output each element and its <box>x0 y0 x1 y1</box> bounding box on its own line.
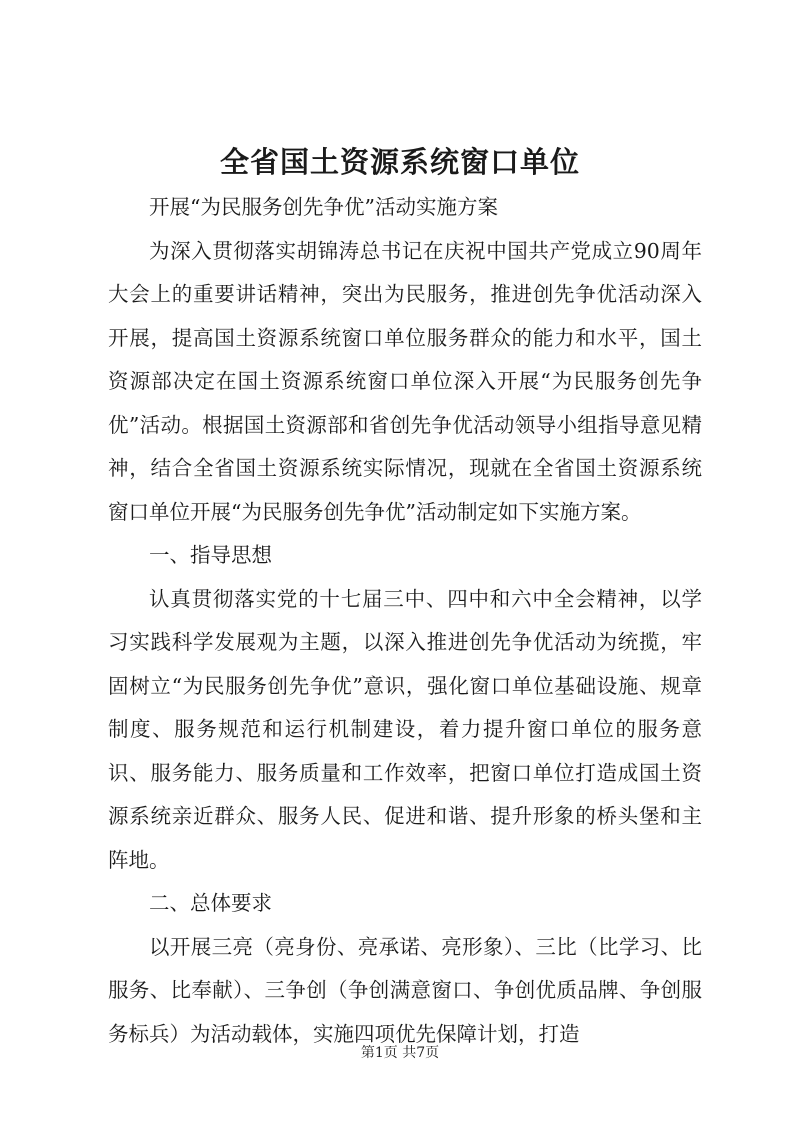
section-paragraph-general-requirements: 以开展三亮（亮身份、亮承诺、亮形象）、三比（比学习、比服务、比奉献）、三争创（争创满意窗口、争创优质品牌、争创服务标兵）为活动载体，实施四项优先保障计划，打造 <box>108 934 702 1046</box>
page-footer-indicator: 第1页 共7页 <box>360 1045 440 1061</box>
document-title: 全省国土资源系统窗口单位 <box>219 145 580 179</box>
section-heading-guiding-thought: 一、指导思想 <box>149 543 272 567</box>
document-body <box>108 186 702 1056</box>
section-heading-general-requirements: 二、总体要求 <box>149 891 272 915</box>
document-subtitle: 开展“为民服务创先争优”活动实施方案 <box>149 195 498 219</box>
intro-paragraph: 为深入贯彻落实胡锦涛总书记在庆祝中国共产党成立90周年大会上的重要讲话精神，突出为民服务，推进创先争优活动深入开展，提高国土资源系统窗口单位服务群众的能力和水平，国土资源部决定在国土资源系统窗口单位深入开展“为民服务创先争优”活动。根据国土资源部和省创先争优活动领导小组指导意见精神，结合全省国土资源系统实际情况，现就在全省国土资源系统窗口单位开展“为民服务创先争优”活动制定如下实施方案。 <box>108 238 702 524</box>
section-paragraph-guiding-thought: 认真贯彻落实党的十七届三中、四中和六中全会精神，以学习实践科学发展观为主题，以深入推进创先争优活动为统揽，牢固树立“为民服务创先争优”意识，强化窗口单位基础设施、规章制度、服务规范和运行机制建设，着力提升窗口单位的服务意识、服务能力、服务质量和工作效率，把窗口单位打造成国土资源系统亲近群众、服务人民、促进和谐、提升形象的桥头堡和主阵地。 <box>108 586 702 872</box>
